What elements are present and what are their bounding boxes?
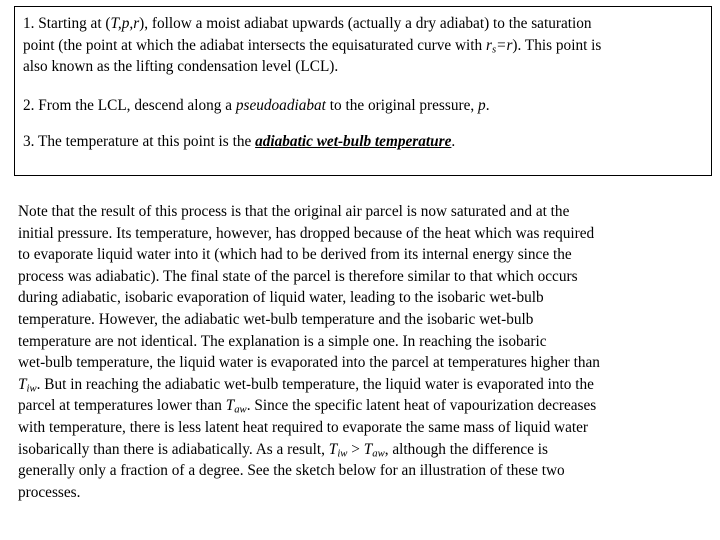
- equation-rhs: =r: [496, 36, 513, 54]
- step-2-text: to the original pressure,: [325, 96, 479, 114]
- step-1-text: 1. Starting at (: [23, 15, 111, 32]
- adiabatic-subscript: aw: [234, 404, 247, 417]
- step-1-line-3: also known as the lifting condensation level (LCL).: [23, 58, 339, 75]
- paragraph-line: [18, 395, 710, 417]
- greater-than: >: [347, 440, 364, 458]
- step-2-text: 2. From the LCL, descend along a: [23, 96, 236, 114]
- paragraph-text: , although the difference is: [384, 440, 548, 458]
- paragraph-line: during adiabatic, isobaric evaporation of liquid water, leading to the isobaric wet-bulb: [18, 289, 544, 307]
- paragraph-line: [18, 439, 710, 461]
- paragraph-line: temperature. However, the adiabatic wet-bulb temperature and the isobaric wet-bulb: [18, 310, 534, 328]
- step-3-text: 3. The temperature at this point is the: [23, 133, 256, 150]
- paragraph-line: Note that the result of this process is that the original air parcel is now saturated and at the: [18, 203, 570, 220]
- temperature-symbol: T: [363, 440, 373, 458]
- paragraph-line: to evaporate liquid water into it (which had to be derived from its internal energy since the: [18, 246, 572, 264]
- procedure-box: [14, 6, 712, 176]
- step-1-line-2: [23, 35, 703, 57]
- isobaric-subscript: iw: [337, 447, 348, 460]
- step-1-text: ), follow a moist adiabat upwards (actually a dry adiabat) to the saturation: [139, 15, 592, 32]
- step-1-text: ). This point is: [512, 36, 602, 54]
- paragraph-text: . Since the specific latent heat of vapourization decreases: [246, 397, 597, 415]
- step-1-text: point (the point at which the adiabat intersects the equisaturated curve with: [23, 36, 487, 54]
- paragraph-text: isobarically than there is adiabatically. As a result,: [18, 440, 329, 458]
- step-2: [23, 95, 703, 117]
- paragraph-line: wet-bulb temperature, the liquid water is evaporated into the parcel at temperatures higher than: [18, 354, 600, 372]
- paragraph-line: initial pressure. Its temperature, however, has dropped because of the heat which was required: [18, 224, 595, 242]
- pseudoadiabat-term: pseudoadiabat: [235, 96, 326, 114]
- temperature-symbol: T: [18, 375, 27, 393]
- step-1-line-1: [23, 13, 703, 35]
- paragraph: [18, 201, 710, 503]
- step-2-text: .: [485, 96, 490, 114]
- step-3: [23, 131, 703, 153]
- explanation-paragraph: [18, 201, 710, 503]
- saturation-ratio-symbol: r: [486, 36, 492, 54]
- paragraph-line: processes.: [18, 483, 81, 501]
- state-variables: T,p,r: [110, 15, 140, 32]
- isobaric-subscript: iw: [26, 382, 37, 395]
- adiabatic-wet-bulb-term: adiabatic wet-bulb temperature: [255, 133, 452, 150]
- paragraph-line: process was adiabatic). The final state of the parcel is therefore similar to that which occurs: [18, 267, 578, 285]
- paragraph-text: . But in reaching the adiabatic wet-bulb temperature, the liquid water is evaporated into the: [36, 375, 594, 393]
- paragraph-text: parcel at temperatures lower than: [18, 397, 226, 415]
- step-2-line: [23, 95, 703, 117]
- paragraph-line: [18, 374, 710, 396]
- step-3-line: [23, 131, 703, 153]
- temperature-symbol: T: [328, 440, 338, 458]
- adiabatic-subscript: aw: [372, 447, 385, 460]
- paragraph-line: temperature are not identical. The explanation is a simple one. In reaching the isobaric: [18, 332, 547, 350]
- temperature-symbol: T: [225, 397, 235, 415]
- paragraph-line: generally only a fraction of a degree. See the sketch below for an illustration of these two: [18, 462, 565, 480]
- step-3-text: .: [451, 133, 456, 150]
- paragraph-line: with temperature, there is less latent heat required to evaporate the same mass of liquid water: [18, 418, 589, 436]
- step-1: [23, 13, 703, 78]
- pressure-symbol: p: [478, 96, 486, 114]
- saturation-subscript: s: [491, 43, 497, 56]
